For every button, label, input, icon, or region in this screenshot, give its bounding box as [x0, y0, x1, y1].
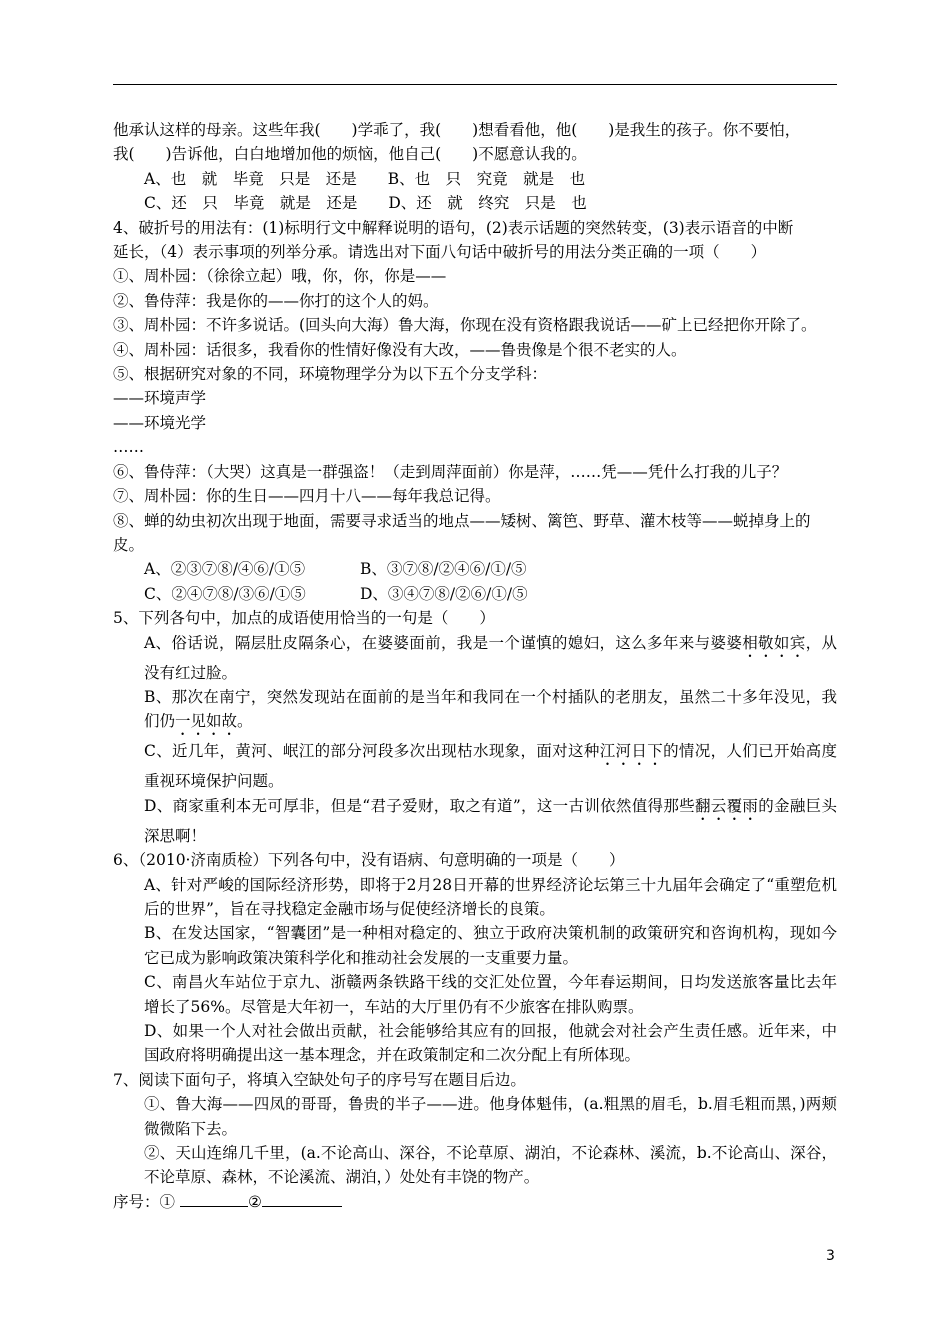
sentence-8: ⑧、蝉的幼虫初次出现于地面，需要寻求适当的地点——矮树、篱笆、野草、灌木枝等——蜕掉身上的 [113, 511, 811, 530]
q7-sentence-2: ②、天山连绵几千里，(a.不论高山、深谷，不论草原、湖泊，不论森林、溪流，b.不论高山、深谷，不论草原、森林，不论溪流、湖泊，）处处有丰饶的物产。 [144, 1144, 837, 1187]
sentence-1: ①、周朴园：（徐徐立起）哦，你，你，你是—— [113, 267, 447, 286]
q5-option-d [113, 794, 837, 848]
q4-option-d: D、③④⑦⑧/②⑥/①/⑤ [360, 584, 528, 603]
q6-option-b: B、在发达国家，“智囊团”是一种相对稳定的、独立于政府决策机制的政策研究和咨询机构，现如今它已成为影响政策决策科学化和推动社会发展的一支重要力量。 [144, 924, 837, 967]
dotted-idiom: 相敬如宾 [742, 633, 806, 652]
q7-answer-line [113, 1190, 837, 1214]
q5-c-text: C、近几年，黄河、岷江的部分河段多次出现枯水现象，面对这种 [144, 742, 600, 761]
text-line: 我( )告诉他，白白地增加他的烦恼，他自己( )不愿意认我的。 [113, 145, 587, 164]
q4-options-row [113, 557, 837, 581]
q4-options-row [113, 582, 837, 606]
sentence-6: ⑥、鲁侍萍：（大哭）这真是一群强盗！（走到周萍面前）你是萍，……凭——凭什么打我的儿子？ [113, 462, 788, 481]
answer-label-2: ② [247, 1192, 262, 1211]
answer-blank-1[interactable] [180, 1190, 248, 1207]
answer-blank-2[interactable] [262, 1190, 342, 1207]
option-line: A、也 就 毕竟 只是 还是 B、也 只 究竟 就是 也 [144, 169, 586, 188]
dotted-idiom: 翻云覆雨 [694, 796, 759, 815]
q5-b-text-end: 。 [237, 712, 253, 731]
q6-stem: 6、（2010·济南质检）下列各句中，没有语病、句意明确的一项是（ ） [113, 851, 625, 870]
sentence-8-cont: 皮。 [113, 535, 145, 554]
page-number: 3 [826, 1248, 835, 1264]
sentence-3: ③、周朴园：不许多说话。(回头向大海）鲁大海，你现在没有资格跟我说话——矿上已经把你开除了。 [113, 316, 817, 335]
q5-stem: 5、下列各句中，加点的成语使用恰当的一句是（ ） [113, 609, 495, 628]
q7-sentence-1: ①、鲁大海——四凤的哥哥，鲁贵的半子——进。他身体魁伟，(a.粗黑的眉毛，b.眉毛粗而黑，)两颊微微陷下去。 [144, 1095, 837, 1138]
q5-d-text: D、商家重利本无可厚非，但是“君子爱财，取之有道”，这一古训依然值得那些 [144, 796, 695, 815]
q5-a-text: A、俗话说，隔层肚皮隔条心，在婆婆面前，我是一个谨慎的媳妇，这么多年来与婆婆 [144, 633, 743, 652]
q6-option-d: D、如果一个人对社会做出贡献，社会能够给其应有的回报，他就会对社会产生责任感。近年来，中国政府将明确提出这一基本理念，并在政策制定和二次分配上有所体现。 [144, 1022, 837, 1065]
q4-option-c: C、②④⑦⑧/③⑥/①⑤ [144, 584, 306, 603]
page-body [113, 118, 837, 1214]
header-rule [113, 84, 837, 85]
q5-d-text-end: 的金融巨头深思啊！ [144, 796, 837, 845]
list-item: ——环境声学 [113, 389, 207, 408]
option-line: C、还 只 毕竟 就是 还是 D、还 就 终究 只是 也 [144, 194, 587, 213]
ellipsis: …… [113, 438, 144, 457]
sentence-5: ⑤、根据研究对象的不同，环境物理学分为以下五个分支学科： [113, 365, 548, 384]
dotted-idiom: 一见如故 [175, 712, 238, 731]
question-stem: 延长，（4）表示事项的列举分承。请选出对下面八句话中破折号的用法分类正确的一项（ ） [113, 243, 767, 262]
sentence-2: ②、鲁侍萍：我是你的——你打的这个人的妈。 [113, 291, 439, 310]
q6-option-c: C、南昌火车站位于京九、浙赣两条铁路干线的交汇处位置，今年春运期间，日均发送旅客量比去年增长了56%。尽管是大年初一，车站的大厅里仍有不少旅客在排队购票。 [144, 973, 837, 1016]
text-line: 他承认这样的母亲。这些年我( )学乖了，我( )想看看他，他( )是我生的孩子。你不要怕， [113, 121, 801, 139]
question-stem: 4、破折号的用法有：(1)标明行文中解释说明的语句，(2)表示话题的突然转变，(3)表示语音的中断 [113, 218, 794, 237]
q5-b-text: B、那次在南宁，突然发现站在面前的是当年和我同在一个村插队的老朋友，虽然二十多年没见，我们仍 [144, 687, 837, 731]
sentence-4: ④、周朴园：话很多，我看你的性情好像没有大改，——鲁贵像是个很不老实的人。 [113, 340, 687, 359]
q5-c-text-end: 的情况，人们已开始高度重视环境保护问题。 [144, 742, 837, 791]
q5-a-text-end: ，从没有红过脸。 [144, 633, 837, 682]
q5-option-c [113, 739, 837, 793]
answer-label: 序号：① [113, 1192, 176, 1211]
dotted-idiom: 江河日下 [599, 742, 664, 761]
q5-option-a [113, 631, 837, 685]
list-item: ——环境光学 [113, 413, 207, 432]
q5-option-b [113, 685, 837, 739]
q7-stem: 7、阅读下面句子，将填入空缺处句子的序号写在题目后边。 [113, 1070, 526, 1089]
sentence-7: ⑦、周朴园：你的生日——四月十八——每年我总记得。 [113, 487, 501, 506]
q6-option-a: A、针对严峻的国际经济形势，即将于2月28日开幕的世界经济论坛第三十九届年会确定了“重塑危机后的世界”，旨在寻找稳定金融市场与促使经济增长的良策。 [144, 875, 837, 918]
q4-option-b: B、③⑦⑧/②④⑥/①/⑤ [360, 560, 527, 579]
q4-option-a: A、②③⑦⑧/④⑥/①⑤ [144, 560, 306, 579]
